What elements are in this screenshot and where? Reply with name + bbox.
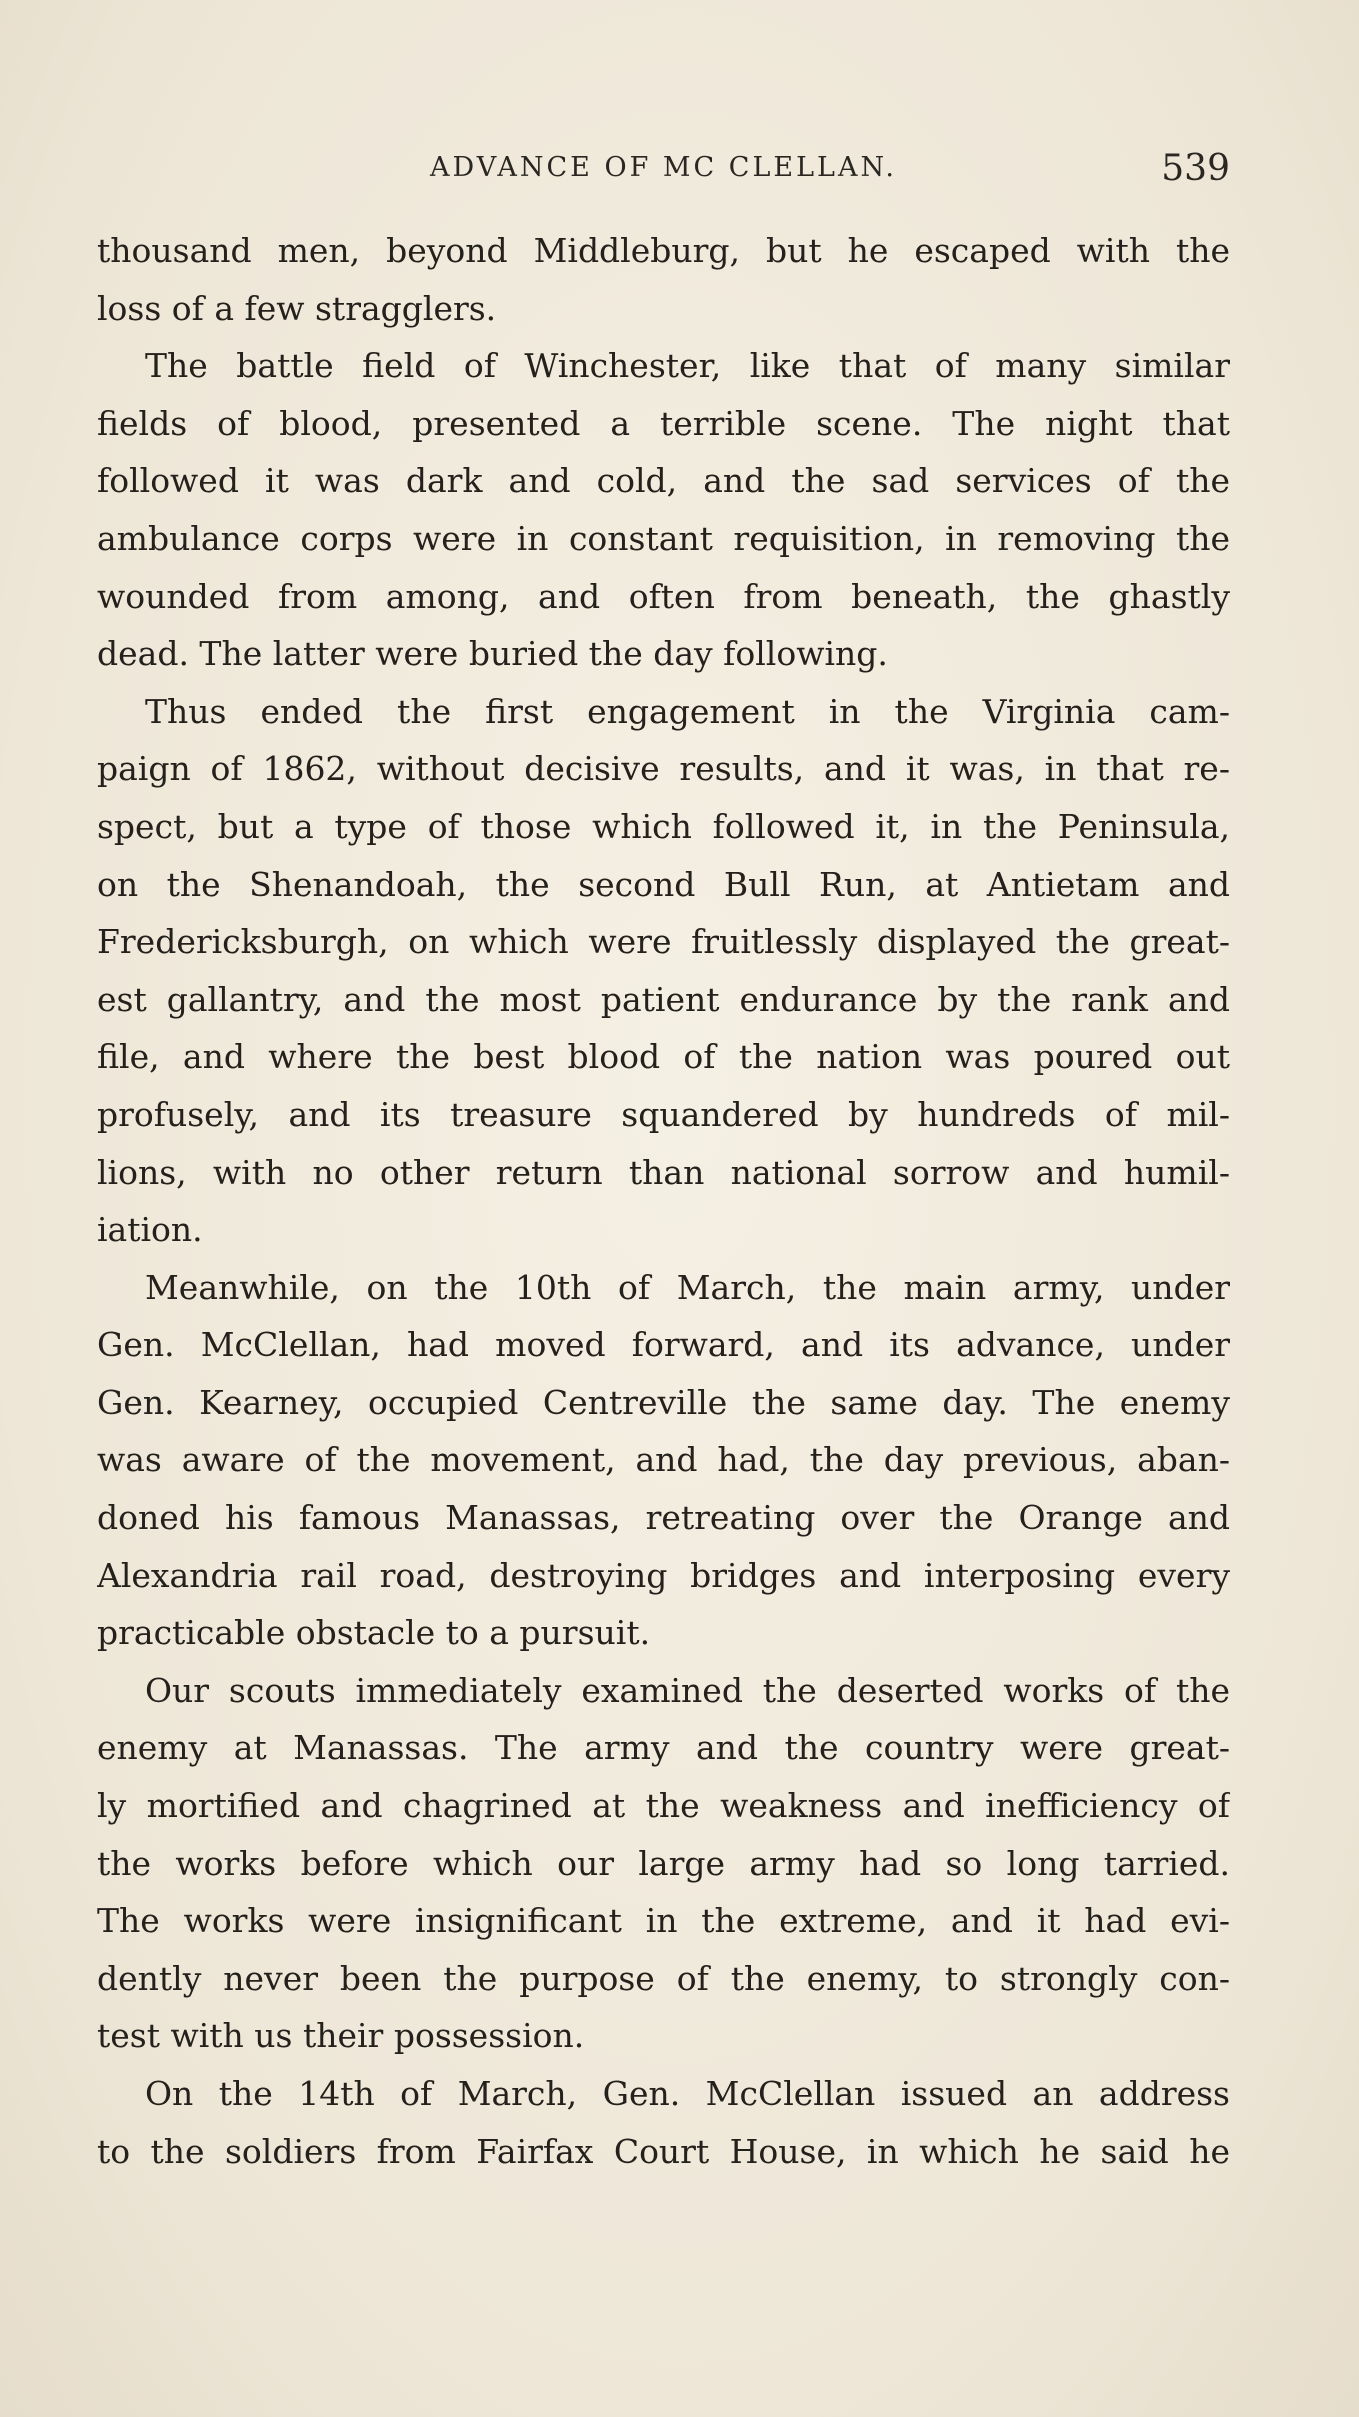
text-line: ly mortified and chagrined at the weakness and inefficiency of xyxy=(97,1786,1230,1826)
text-line: paign of 1862, without decisive results, and it was, in that re- xyxy=(97,749,1230,789)
text-line: spect, but a type of those which followed it, in the Peninsula, xyxy=(97,806,1230,846)
text-line: to the soldiers from Fairfax Court House, in which he said he xyxy=(97,2131,1230,2171)
text-line: Gen. Kearney, occupied Centreville the same day. The enemy xyxy=(97,1382,1230,1422)
text-line: the works before which our large army had so long tarried. xyxy=(97,1843,1230,1883)
text-line: practicable obstacle to a pursuit. xyxy=(97,1613,651,1653)
text-line: thousand men, beyond Middleburg, but he escaped with the xyxy=(97,231,1230,270)
text-line: followed it was dark and cold, and the sad services of the xyxy=(97,461,1230,501)
text-line: file, and where the best blood of the nation was poured out xyxy=(97,1037,1230,1077)
page-number: 539 xyxy=(1161,148,1230,189)
text-line: wounded from among, and often from beneath, the ghastly xyxy=(97,576,1230,616)
text-line: enemy at Manassas. The army and the country were great- xyxy=(97,1728,1230,1768)
running-head: ADVANCE OF MC CLELLAN. xyxy=(430,152,897,183)
text-line: fields of blood, presented a terrible scene. The night that xyxy=(97,403,1230,443)
text-line: Alexandria rail road, destroying bridges and interposing every xyxy=(97,1555,1230,1595)
text-line: lions, with no other return than national sorrow and humil- xyxy=(97,1152,1230,1192)
text-line: profusely, and its treasure squandered by hundreds of mil- xyxy=(97,1094,1230,1134)
body-text xyxy=(97,222,1230,2180)
text-line: The works were insignificant in the extreme, and it had evi- xyxy=(97,1901,1230,1941)
text-line: loss of a few stragglers. xyxy=(97,288,497,328)
text-line: On the 14th of March, Gen. McClellan issued an address xyxy=(145,2074,1230,2113)
text-line: dently never been the purpose of the enemy, to strongly con- xyxy=(97,1958,1230,1998)
text-line: The battle field of Winchester, like that of many similar xyxy=(145,346,1230,386)
text-line: Fredericksburgh, on which were fruitlessly displayed the great- xyxy=(97,922,1230,962)
text-line: Our scouts immediately examined the deserted works of the xyxy=(145,1670,1230,1710)
text-line: on the Shenandoah, the second Bull Run, at Antietam and xyxy=(97,864,1230,904)
text-line: Meanwhile, on the 10th of March, the main army, under xyxy=(145,1267,1230,1307)
text-line: Thus ended the first engagement in the Virginia cam- xyxy=(145,691,1230,731)
text-line: Gen. McClellan, had moved forward, and its advance, under xyxy=(97,1325,1230,1365)
text-line: doned his famous Manassas, retreating over the Orange and xyxy=(97,1498,1230,1538)
text-line: was aware of the movement, and had, the day previous, aban- xyxy=(97,1440,1230,1480)
text-line: test with us their possession. xyxy=(97,2016,585,2056)
text-line: est gallantry, and the most patient endurance by the rank and xyxy=(97,979,1230,1019)
text-line: ambulance corps were in constant requisition, in removing the xyxy=(97,518,1230,558)
page-header xyxy=(97,148,1230,198)
text-line: dead. The latter were buried the day following. xyxy=(97,634,888,674)
text-line: iation. xyxy=(97,1210,203,1250)
